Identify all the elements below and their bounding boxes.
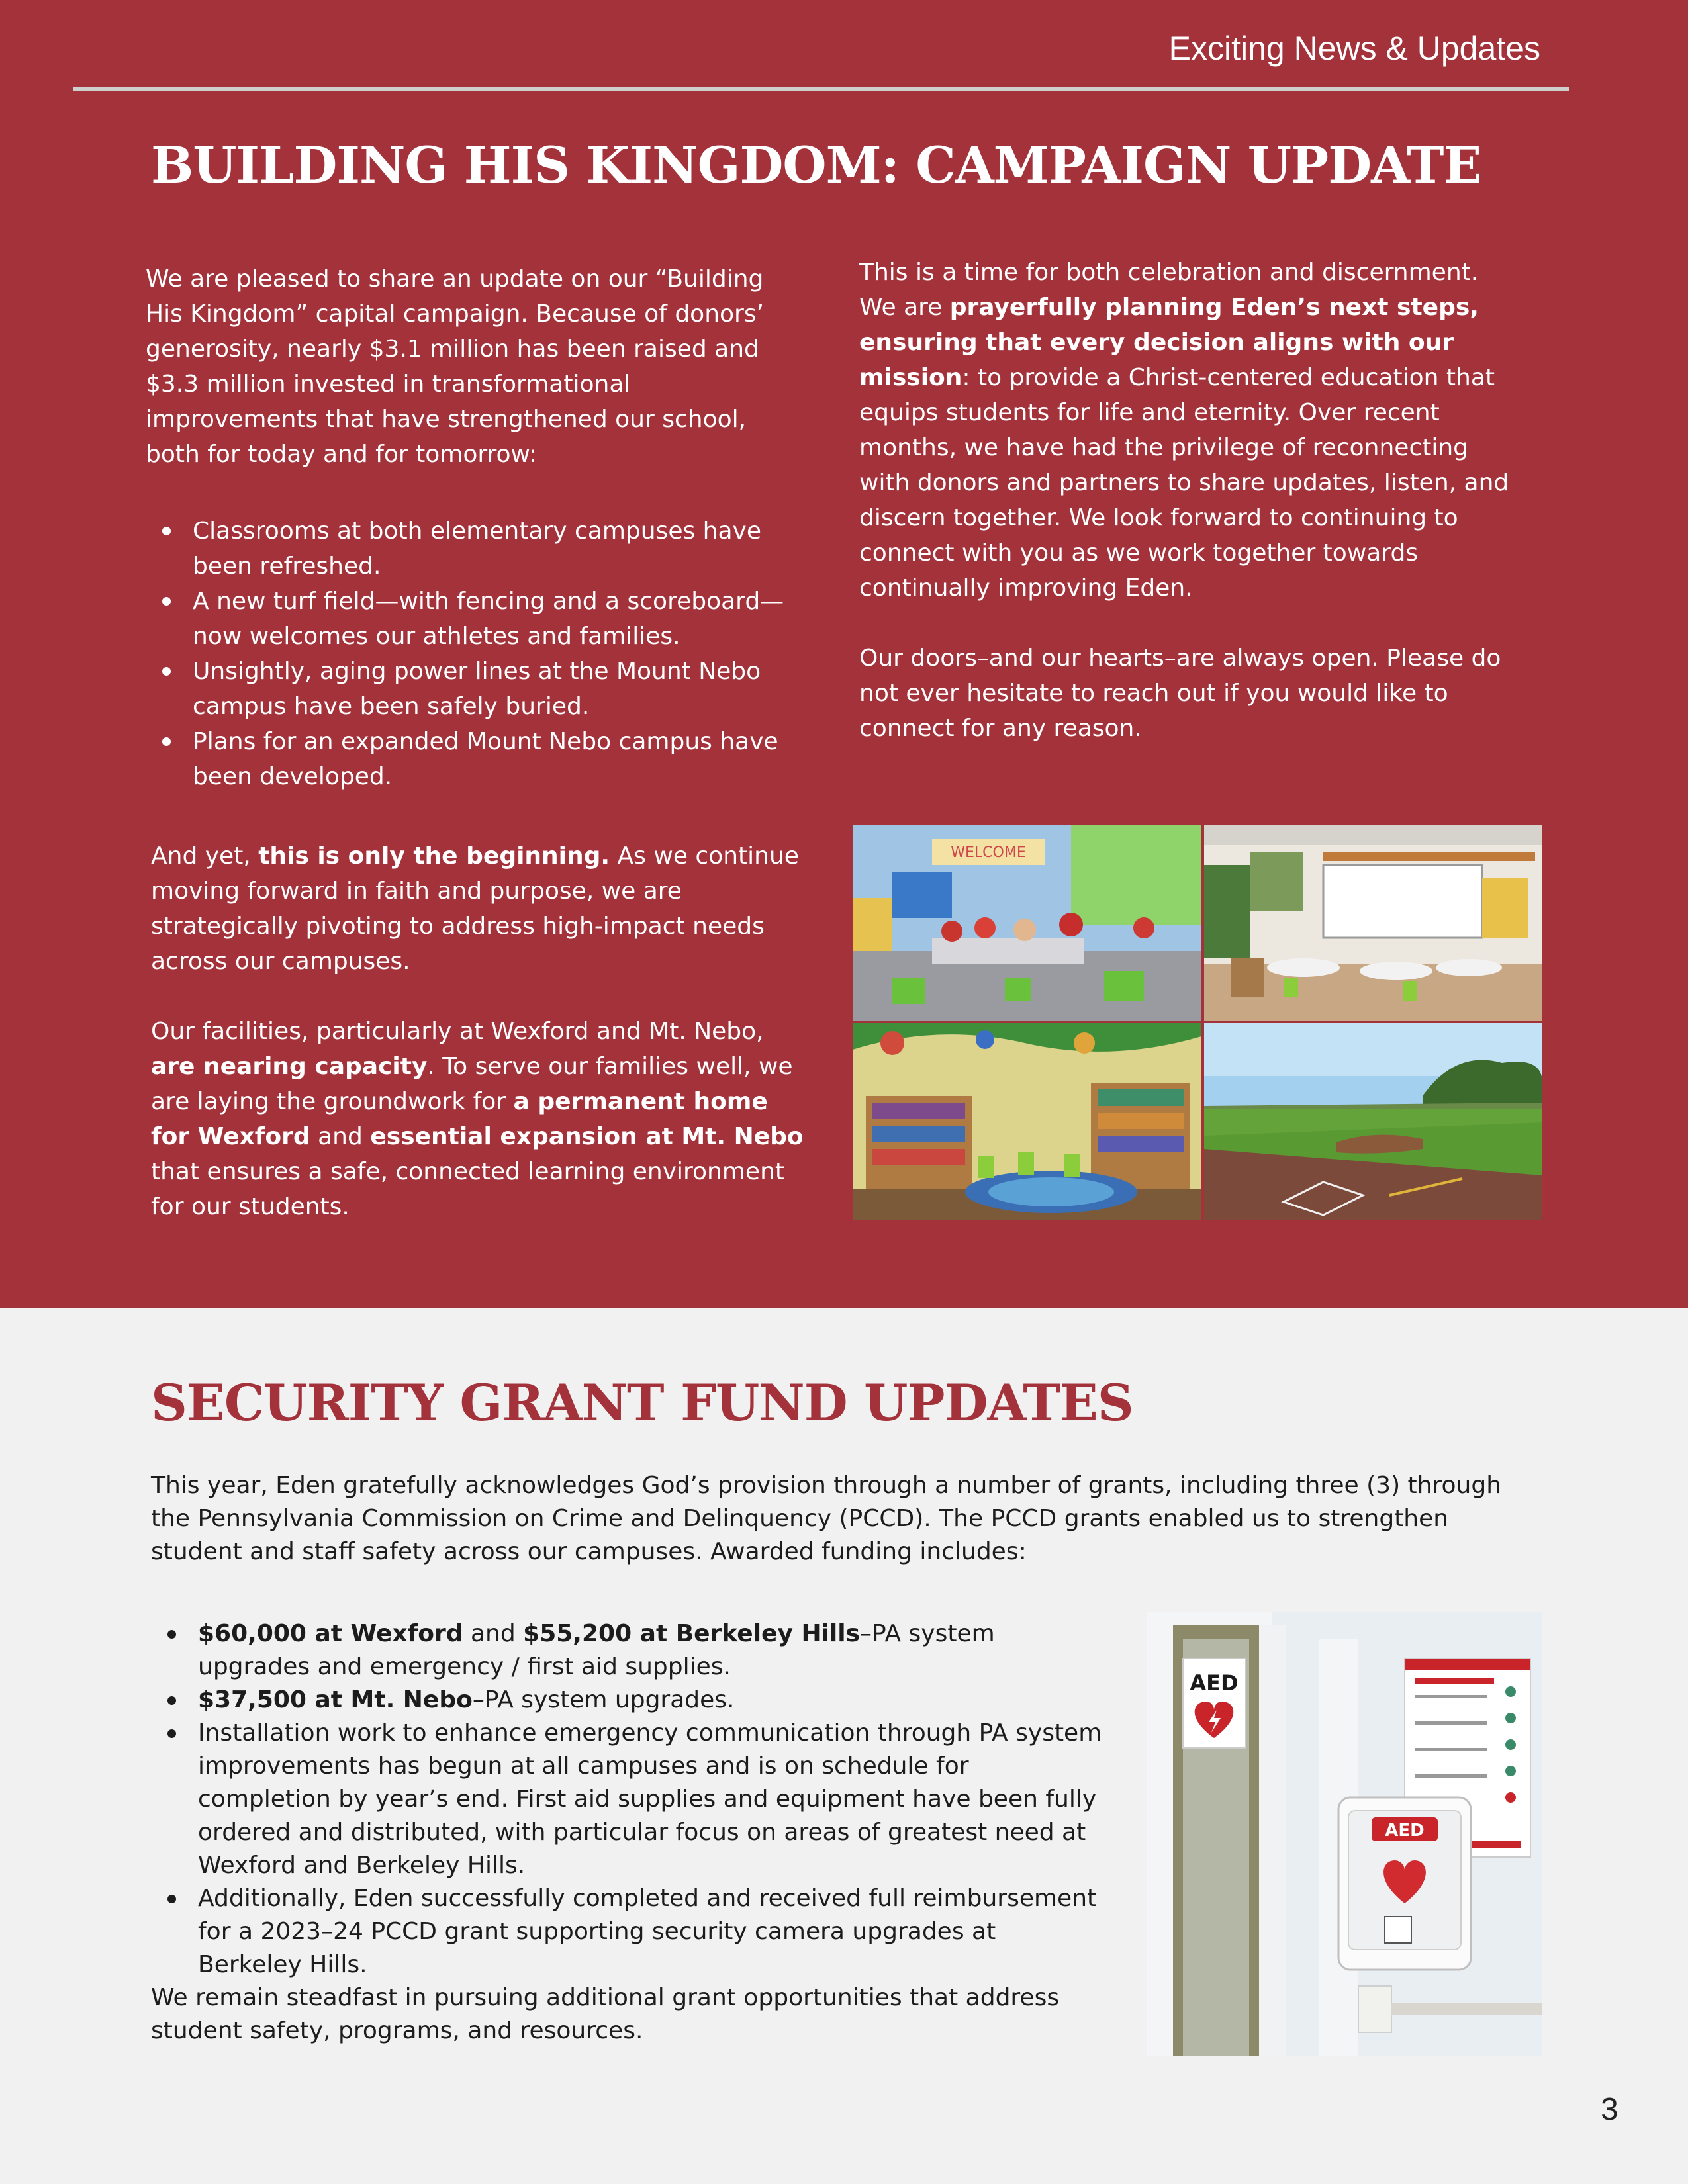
svg-text:WELCOME: WELCOME bbox=[951, 844, 1026, 861]
campaign-paragraph-discernment: This is a time for both celebration and discernment. We are prayerfully planning Eden’s next steps, ensuring that every decision aligns with our mission: to provide a Christ-centered education that equips students for life and eternity. Over recent months, we have had the privilege of reconnecting with donors and partners to share updates, listen, and discern together. We look forward to continuing to connect with you as we work together towards continually improving Eden. bbox=[859, 259, 1509, 602]
campaign-photo-collage bbox=[853, 825, 1542, 1220]
campaign-paragraph-doors: Our doors–and our hearts–are always open. Please do not ever hesitate to reach out if you would like to connect for any reason. bbox=[859, 645, 1501, 742]
classroom-photo bbox=[1204, 825, 1542, 1021]
campaign-paragraph-facilities: Our facilities, particularly at Wexford and Mt. Nebo, are nearing capacity. To serve our families well, we are laying the groundwork for a permanent home for Wexford and essential expansion at Mt. Nebo that ensures a safe, connected learning environment for our students. bbox=[151, 1018, 804, 1220]
security-intro: This year, Eden gratefully acknowledges God’s provision through a number of grants, including three (3) through the Pennsylvania Commission on Crime and Delinquency (PCCD). The PCCD grants enabled us to strengthen student and staff safety across our campuses. Awarded funding includes: bbox=[151, 1472, 1502, 1565]
svg-text:AED: AED bbox=[1190, 1670, 1239, 1696]
list-item: Plans for an expanded Mount Nebo campus have been developed. bbox=[146, 724, 794, 794]
campaign-title: BUILDING HIS KINGDOM: CAMPAIGN UPDATE bbox=[151, 136, 1481, 195]
list-item: Additionally, Eden successfully completed and received full reimbursement for a 2023–24 PCCD grant supporting security camera upgrades at Berkeley Hills. bbox=[151, 1882, 1104, 1981]
turf-field-photo bbox=[1204, 1023, 1542, 1220]
campaign-bullet-list bbox=[146, 514, 794, 794]
security-bullet-section bbox=[151, 1617, 1104, 1981]
campaign-paragraph-beginning: And yet, this is only the beginning. As we continue moving forward in faith and purpose, we are strategically pivoting to address high-impact needs across our campuses. bbox=[151, 842, 799, 975]
list-item: Classrooms at both elementary campuses have been refreshed. bbox=[146, 514, 794, 584]
svg-text:AED: AED bbox=[1385, 1821, 1425, 1841]
list-item: Unsightly, aging power lines at the Mount Nebo campus have been safely buried. bbox=[146, 654, 794, 724]
list-item: Installation work to enhance emergency communication through PA system improvements has begun at all campuses and is on schedule for completion by year’s end. First aid supplies and equipment have been fully ordered and distributed, with particular focus on areas of greatest need at Wexford and Berkeley Hills. bbox=[151, 1717, 1104, 1882]
security-title: SECURITY GRANT FUND UPDATES bbox=[151, 1373, 1133, 1432]
campaign-right-column bbox=[859, 255, 1515, 746]
campaign-intro: We are pleased to share an update on our “Building His Kingdom” capital campaign. Because of donors’ generosity, nearly $3.1 million has been raised and $3.3 million invested in transformational improvements that have strengthened our school, both for today and for tomorrow: bbox=[146, 265, 765, 468]
list-item: A new turf field—with fencing and a scoreboard—now welcomes our athletes and families. bbox=[146, 584, 794, 654]
list-item: $60,000 at Wexford and $55,200 at Berkeley Hills–PA system upgrades and emergency / first aid supplies. bbox=[151, 1617, 1104, 1684]
header-rule bbox=[73, 87, 1569, 91]
classroom-photo bbox=[853, 825, 1201, 1021]
list-item: $37,500 at Mt. Nebo–PA system upgrades. bbox=[151, 1684, 1104, 1717]
security-bullet-list bbox=[151, 1617, 1104, 1981]
library-photo bbox=[853, 1023, 1201, 1220]
page-number: 3 bbox=[1601, 2092, 1618, 2127]
security-closing: We remain steadfast in pursuing additional grant opportunities that address student safety, programs, and resources. bbox=[151, 1984, 1060, 2044]
campaign-left-column-lower bbox=[151, 839, 806, 1224]
aed-photo bbox=[1147, 1612, 1542, 2056]
header-label: Exciting News & Updates bbox=[1168, 30, 1540, 67]
campaign-left-column bbox=[146, 261, 794, 794]
